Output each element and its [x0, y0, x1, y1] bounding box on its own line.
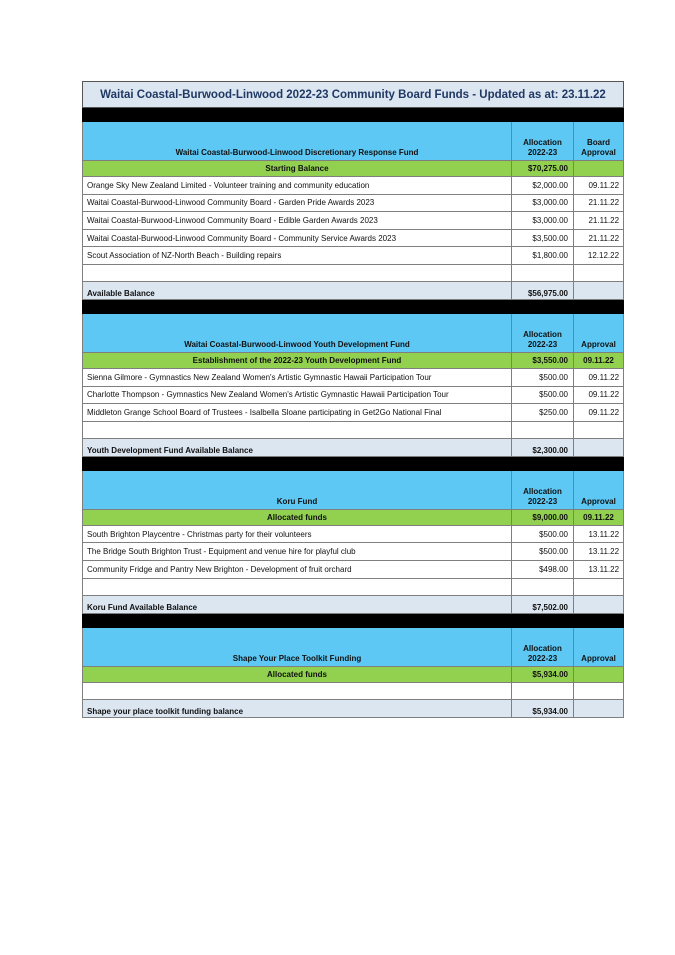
balance-row — [83, 595, 624, 613]
separator-cell — [83, 456, 624, 470]
table-row — [83, 525, 624, 543]
opening-row — [83, 509, 624, 525]
separator-cell — [83, 613, 624, 627]
section-separator — [83, 613, 624, 627]
table-row — [83, 543, 624, 561]
item-approval-date: 13.11.22 — [574, 543, 624, 561]
item-amount: $3,000.00 — [512, 194, 574, 212]
balance-label: Youth Development Fund Available Balance — [83, 438, 512, 456]
blank-cell — [83, 682, 512, 699]
section-name: Waitai Coastal-Burwood-Linwood Youth Development Fund — [83, 313, 512, 352]
item-description: Middleton Grange School Board of Trustees - Isalbella Sloane participating in Get2Go National Final — [83, 404, 512, 422]
blank-cell — [83, 421, 512, 438]
balance-empty — [574, 438, 624, 456]
item-description: South Brighton Playcentre - Christmas party for their volunteers — [83, 525, 512, 543]
title-row — [83, 82, 624, 108]
blank-cell — [512, 682, 574, 699]
balance-empty — [574, 281, 624, 299]
opening-label: Allocated funds — [83, 666, 512, 682]
balance-amount: $5,934.00 — [512, 699, 574, 717]
item-approval-date: 13.11.22 — [574, 525, 624, 543]
section-name: Waitai Coastal-Burwood-Linwood Discretionary Response Fund — [83, 122, 512, 161]
item-description: Sienna Gilmore - Gymnastics New Zealand Women's Artistic Gymnastic Hawaii Participation Tour — [83, 368, 512, 386]
item-approval-date: 21.11.22 — [574, 194, 624, 212]
blank-cell — [512, 264, 574, 281]
table-row — [83, 368, 624, 386]
opening-row — [83, 352, 624, 368]
table-row — [83, 212, 624, 230]
blank-cell — [83, 578, 512, 595]
table-row — [83, 404, 624, 422]
opening-date — [574, 161, 624, 177]
item-approval-date: 09.11.22 — [574, 386, 624, 404]
blank-cell — [512, 421, 574, 438]
separator-cell — [83, 299, 624, 313]
balance-amount: $56,975.00 — [512, 281, 574, 299]
item-description: Waitai Coastal-Burwood-Linwood Community Board - Community Service Awards 2023 — [83, 229, 512, 247]
balance-label: Koru Fund Available Balance — [83, 595, 512, 613]
item-approval-date: 12.12.22 — [574, 247, 624, 265]
opening-row — [83, 161, 624, 177]
opening-date — [574, 666, 624, 682]
funds-table — [82, 81, 624, 718]
blank-cell — [574, 578, 624, 595]
item-amount: $3,500.00 — [512, 229, 574, 247]
section-header-row — [83, 122, 624, 161]
item-amount: $2,000.00 — [512, 177, 574, 195]
balance-empty — [574, 595, 624, 613]
opening-amount: $5,934.00 — [512, 666, 574, 682]
item-approval-date: 09.11.22 — [574, 177, 624, 195]
opening-amount: $9,000.00 — [512, 509, 574, 525]
item-approval-date: 09.11.22 — [574, 368, 624, 386]
balance-row — [83, 438, 624, 456]
item-approval-date: 21.11.22 — [574, 212, 624, 230]
item-amount: $1,800.00 — [512, 247, 574, 265]
item-approval-date: 09.11.22 — [574, 404, 624, 422]
table-row — [83, 229, 624, 247]
item-description: Community Fridge and Pantry New Brighton - Development of fruit orchard — [83, 560, 512, 578]
blank-row — [83, 682, 624, 699]
item-description: Orange Sky New Zealand Limited - Volunteer training and community education — [83, 177, 512, 195]
page-title: Waitai Coastal-Burwood-Linwood 2022-23 Community Board Funds - Updated as at: 23.11.22 — [83, 82, 624, 108]
blank-row — [83, 578, 624, 595]
item-amount: $3,000.00 — [512, 212, 574, 230]
allocation-header: Allocation 2022-23 — [512, 122, 574, 161]
opening-row — [83, 666, 624, 682]
approval-header: Approval — [574, 627, 624, 666]
balance-amount: $7,502.00 — [512, 595, 574, 613]
allocation-header: Allocation 2022-23 — [512, 313, 574, 352]
item-approval-date: 21.11.22 — [574, 229, 624, 247]
blank-cell — [574, 421, 624, 438]
table-row — [83, 247, 624, 265]
approval-header: Approval — [574, 470, 624, 509]
section-separator — [83, 456, 624, 470]
opening-label: Establishment of the 2022-23 Youth Development Fund — [83, 352, 512, 368]
balance-label: Available Balance — [83, 281, 512, 299]
table-row — [83, 194, 624, 212]
approval-header: Approval — [574, 313, 624, 352]
opening-label: Allocated funds — [83, 509, 512, 525]
section-separator — [83, 299, 624, 313]
item-amount: $500.00 — [512, 525, 574, 543]
section-header-row — [83, 313, 624, 352]
section-name: Shape Your Place Toolkit Funding — [83, 627, 512, 666]
blank-cell — [574, 682, 624, 699]
blank-cell — [83, 264, 512, 281]
balance-amount: $2,300.00 — [512, 438, 574, 456]
section-separator — [83, 108, 624, 122]
opening-date: 09.11.22 — [574, 509, 624, 525]
item-amount: $500.00 — [512, 543, 574, 561]
table-row — [83, 560, 624, 578]
separator-cell — [83, 108, 624, 122]
item-description: Waitai Coastal-Burwood-Linwood Community Board - Garden Pride Awards 2023 — [83, 194, 512, 212]
item-amount: $498.00 — [512, 560, 574, 578]
blank-cell — [574, 264, 624, 281]
balance-row — [83, 281, 624, 299]
allocation-header: Allocation 2022-23 — [512, 627, 574, 666]
blank-row — [83, 421, 624, 438]
opening-date: 09.11.22 — [574, 352, 624, 368]
item-description: Waitai Coastal-Burwood-Linwood Community Board - Edible Garden Awards 2023 — [83, 212, 512, 230]
item-description: Charlotte Thompson - Gymnastics New Zealand Women's Artistic Gymnastic Hawaii Participation Tour — [83, 386, 512, 404]
balance-row — [83, 699, 624, 717]
item-description: The Bridge South Brighton Trust - Equipment and venue hire for playful club — [83, 543, 512, 561]
balance-label: Shape your place toolkit funding balance — [83, 699, 512, 717]
section-name: Koru Fund — [83, 470, 512, 509]
item-approval-date: 13.11.22 — [574, 560, 624, 578]
section-header-row — [83, 627, 624, 666]
item-amount: $500.00 — [512, 386, 574, 404]
opening-amount: $3,550.00 — [512, 352, 574, 368]
item-description: Scout Association of NZ-North Beach - Building repairs — [83, 247, 512, 265]
opening-label: Starting Balance — [83, 161, 512, 177]
blank-row — [83, 264, 624, 281]
table-row — [83, 386, 624, 404]
item-amount: $500.00 — [512, 368, 574, 386]
approval-header: Board Approval — [574, 122, 624, 161]
balance-empty — [574, 699, 624, 717]
funds-sheet — [82, 81, 623, 718]
section-header-row — [83, 470, 624, 509]
allocation-header: Allocation 2022-23 — [512, 470, 574, 509]
item-amount: $250.00 — [512, 404, 574, 422]
table-row — [83, 177, 624, 195]
opening-amount: $70,275.00 — [512, 161, 574, 177]
blank-cell — [512, 578, 574, 595]
